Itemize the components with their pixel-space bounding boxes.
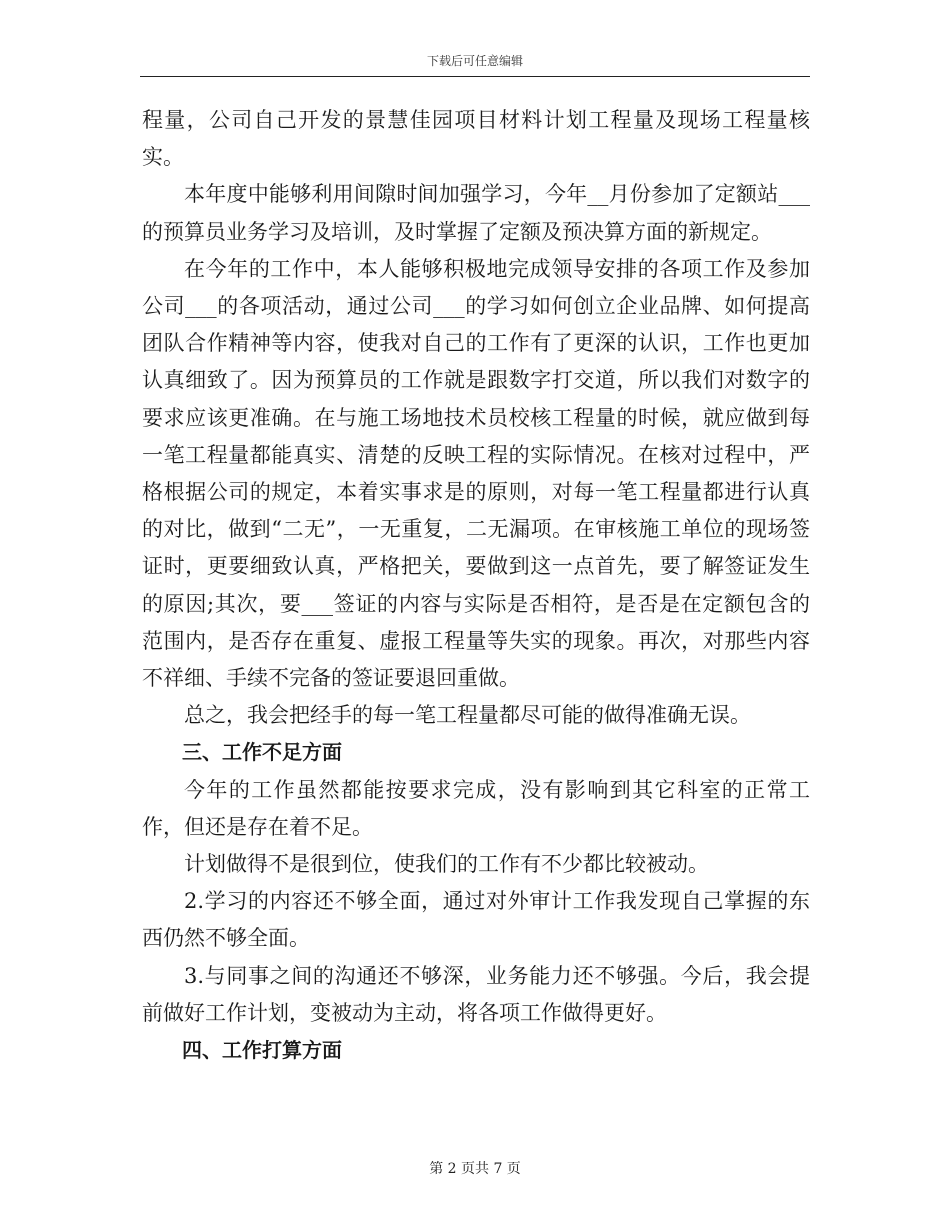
section-3-heading: 三、工作不足方面 <box>182 740 342 765</box>
page-header: 下载后可任意编辑 <box>426 54 523 68</box>
page-footer: 第 2 页共 7 页 <box>429 1161 521 1177</box>
section-4-heading: 四、工作打算方面 <box>182 1038 342 1063</box>
paragraph-3: 在今年的工作中，本人能够积极地完成领导安排的各项工作及参加公司___的各项活动，通过公司___的学习如何创立企业品牌、如何提高团队合作精神等内容，使我对自己的工作有了更深的认识，工作也更加认真细致了。因为预算员的工作就是跟数字打交道，所以我们对数字的要求应该更准确。在与施工场地技术员校核工程量的时候，就应做到每一笔工程量都能真实、清楚的反映工程的实际情况。在核对过程中，严格根据公司的规定，本着实事求是的原则，对每一笔工程量都进行认真的对比，做到“二无”，一无重复，二无漏项。在审核施工单位的现场签证时，更要细致认真，严格把关，要做到这一点首先，要了解签证发生的原因;其次，要___签证的内容与实际是否相符，是否是在定额包含的范围内，是否存在重复、虚报工程量等失实的现象。再次，对那些内容不祥细、手续不完备的签证要退回重做。 <box>142 256 810 691</box>
header-divider <box>140 76 810 77</box>
document-body <box>142 102 810 1069</box>
section-3-paragraph-1: 今年的工作虽然都能按要求完成，没有影响到其它科室的正常工作，但还是存在着不足。 <box>142 777 810 839</box>
section-3-paragraph-4: 3.与同事之间的沟通还不够深，业务能力还不够强。今后，我会提前做好工作计划，变被动为主动，将各项工作做得更好。 <box>142 963 810 1025</box>
paragraph-4: 总之，我会把经手的每一笔工程量都尽可能的做得准确无误。 <box>184 703 751 728</box>
section-3-paragraph-2: 计划做得不是很到位，使我们的工作有不少都比较被动。 <box>184 852 709 877</box>
paragraph-1: 程量，公司自己开发的景慧佳园项目材料计划工程量及现场工程量核实。 <box>142 108 810 170</box>
section-3-paragraph-3: 2.学习的内容还不够全面，通过对外审计工作我发现自己掌握的东西仍然不够全面。 <box>142 889 810 951</box>
paragraph-2: 本年度中能够利用间隙时间加强学习，今年__月份参加了定额站___的预算员业务学习及培训，及时掌握了定额及预决算方面的新规定。 <box>142 182 810 244</box>
